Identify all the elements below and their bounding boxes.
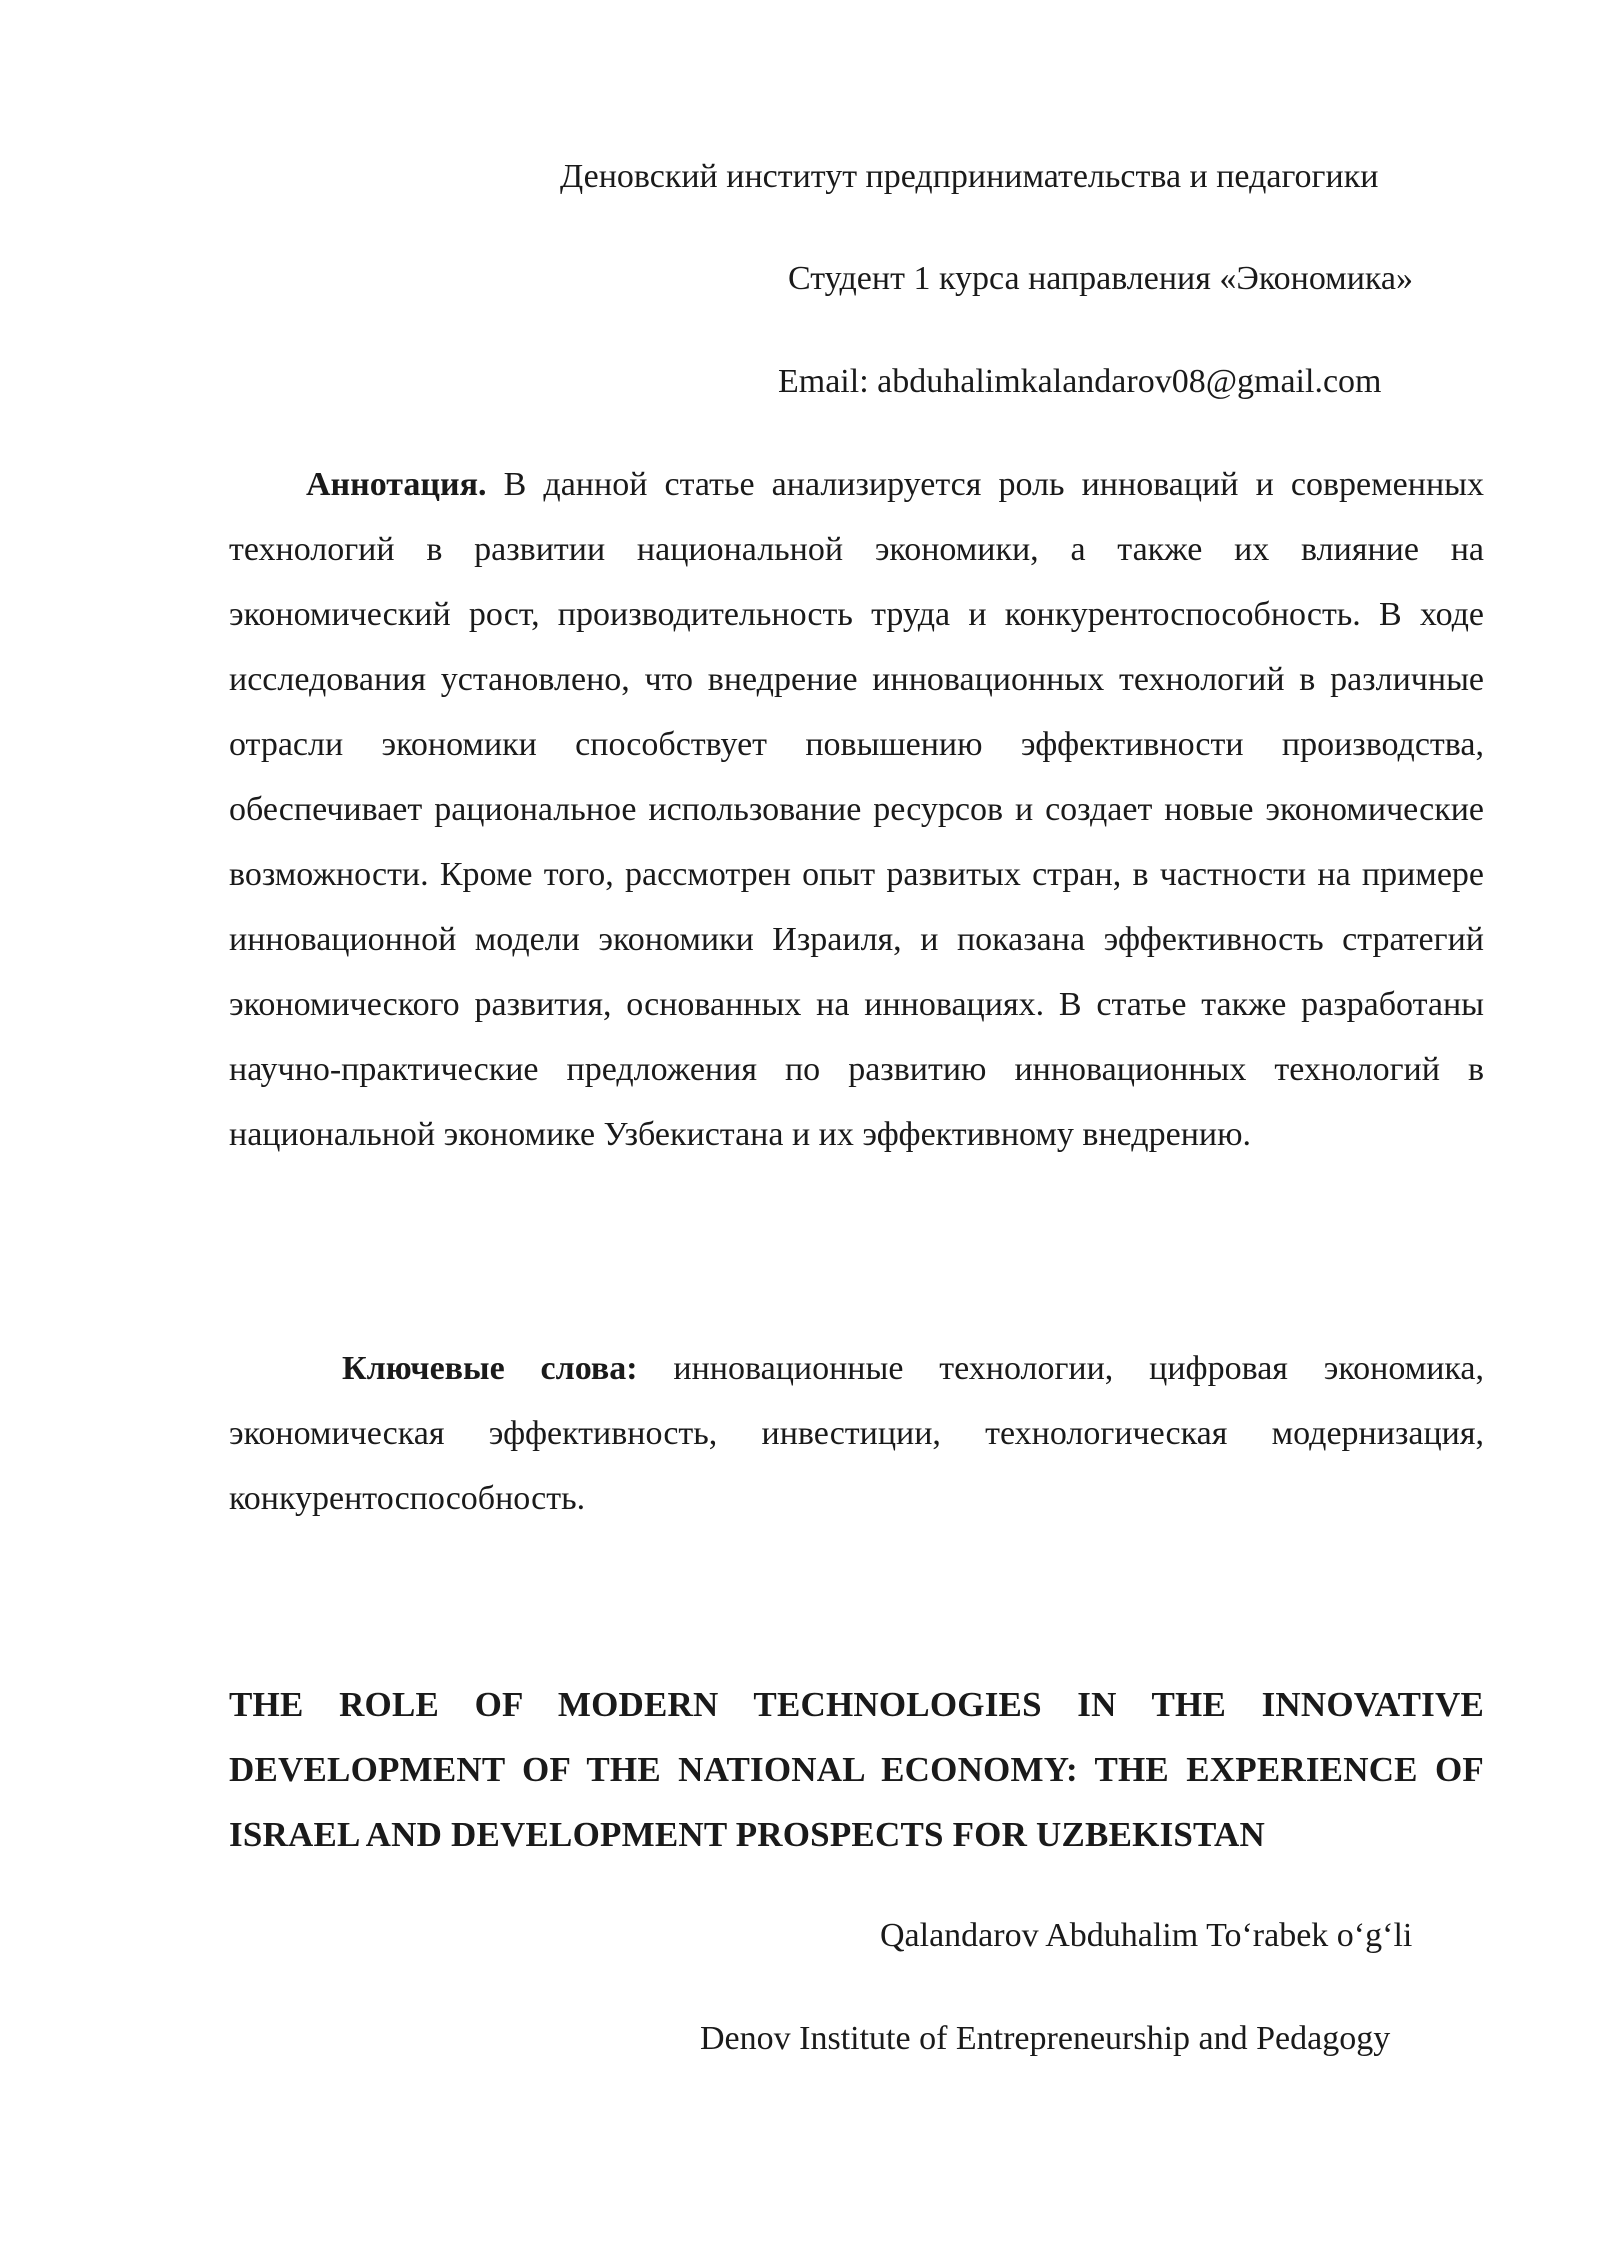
keywords-paragraph <box>229 1336 1484 1531</box>
abstract-label: Аннотация. <box>306 466 487 503</box>
abstract-paragraph <box>229 452 1484 1167</box>
institute-en: Denov Institute of Entrepreneurship and Pedagogy <box>700 2020 1391 2057</box>
email-line: Email: abduhalimkalandarov08@gmail.com <box>778 363 1382 400</box>
english-title: THE ROLE OF MODERN TECHNOLOGIES IN THE INNOVATIVE DEVELOPMENT OF THE NATIONAL ECONOMY: THE EXPERIENCE OF ISRAEL AND DEVELOPMENT PROSPECTS FOR UZBEKISTAN <box>229 1685 1484 1854</box>
keywords-text: инновационные технологии, цифровая экономика, экономическая эффективность, инвестиции, технологическая модернизация, конкурентоспособность. <box>229 1350 1485 1517</box>
institute-ru: Деновский институт предпринимательства и педагогики <box>560 158 1379 195</box>
keywords-label: Ключевые слова: <box>342 1350 638 1387</box>
abstract-text: В данной статье анализируется роль инноваций и современных технологий в развитии национальной экономики, а также их влияние на экономический рост, производительность труда и конкурентоспособность. В ходе исследования установлено, что внедрение инновационных технологий в различные отрасли экономики способствует повышению эффективности производства, обеспечивает рациональное использование ресурсов и создает новые экономические возможности. Кроме того, рассмотрен опыт развитых стран, в частности на примере инновационной модели экономики Израиля, и показана эффективность стратегий экономического развития, основанных на инновациях. В статье также разработаны научно-практические предложения по развитию инновационных технологий в национальной экономике Узбекистана и их эффективному внедрению. <box>229 466 1484 1153</box>
student-line-ru: Студент 1 курса направления «Экономика» <box>788 260 1413 297</box>
author-name: Qalandarov Abduhalim To‘rabek o‘g‘li <box>880 1917 1413 1954</box>
